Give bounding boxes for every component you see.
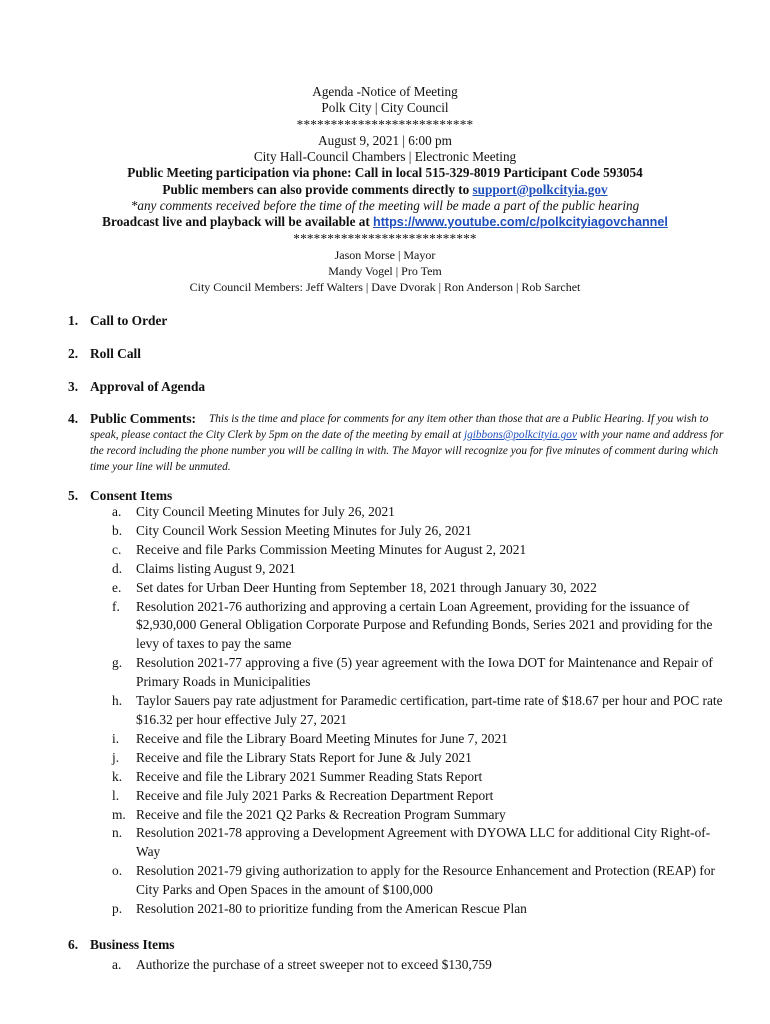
meeting-location: City Hall-Council Chambers | Electronic Meeting xyxy=(253,149,517,165)
business-items-list xyxy=(112,956,732,975)
item-letter: k. xyxy=(112,768,123,784)
item-text: Claims listing August 9, 2021 xyxy=(136,560,296,576)
agenda-item xyxy=(112,730,732,749)
item-text: Resolution 2021-76 authorizing and approving a certain Loan Agreement, providing for the issuance of $2,930,000 General Obligation Corporate Purpose and Refunding Bonds, Series 2021 and providing for the levy of taxes to pay the same xyxy=(136,598,713,652)
section-title: Call to Order xyxy=(90,313,168,328)
item-letter: f. xyxy=(112,598,120,614)
section-call-to-order xyxy=(68,313,728,329)
agenda-item xyxy=(112,787,732,806)
section-number: 2. xyxy=(68,346,79,361)
support-email-link[interactable]: support@polkcityia.gov xyxy=(472,181,608,197)
broadcast-line xyxy=(0,214,770,230)
agenda-item xyxy=(112,824,732,862)
section-title: Consent Items xyxy=(90,488,173,503)
star-divider-bottom: *************************** xyxy=(293,230,477,246)
agenda-item xyxy=(112,956,732,975)
item-letter: d. xyxy=(112,560,123,576)
agenda-title: Agenda -Notice of Meeting xyxy=(312,84,458,99)
public-comments-text xyxy=(90,411,730,475)
section-approval-of-agenda xyxy=(68,379,728,395)
item-letter: e. xyxy=(112,579,122,595)
item-letter: a. xyxy=(112,957,122,972)
agenda-item xyxy=(112,806,732,825)
item-text: Resolution 2021-77 approving a five (5) year agreement with the Iowa DOT for Maintenance and Repair of Primary Roads in Municipalities xyxy=(136,655,713,690)
section-business-items xyxy=(68,937,728,953)
agenda-item xyxy=(112,503,732,522)
agenda-header xyxy=(0,84,770,295)
agenda-item xyxy=(112,654,732,692)
agenda-item xyxy=(112,560,732,579)
item-text: Authorize the purchase of a street sweeper not to exceed $130,759 xyxy=(136,957,492,972)
section-roll-call xyxy=(68,346,728,362)
item-letter: o. xyxy=(112,863,123,879)
item-text: Resolution 2021-79 giving authorization to apply for the Resource Enhancement and Protection (REAP) for City Parks and Open Spaces in the amount of $100,000 xyxy=(136,863,716,898)
clerk-email-link[interactable]: jgibbons@polkcityia.gov xyxy=(463,429,577,441)
item-text: Set dates for Urban Deer Hunting from September 18, 2021 through January 30, 2022 xyxy=(136,579,597,595)
item-text: City Council Meeting Minutes for July 26, 2021 xyxy=(136,504,395,519)
item-letter: c. xyxy=(112,541,122,557)
item-text: Resolution 2021-80 to prioritize funding from the American Rescue Plan xyxy=(136,901,527,917)
agenda-item xyxy=(112,522,732,541)
item-text: Receive and file the Library Board Meeting Minutes for June 7, 2021 xyxy=(136,730,508,746)
phone-participation: Public Meeting participation via phone: Call in local 515-329-8019 Participant Code 593054 xyxy=(127,165,643,181)
star-divider-top: ************************** xyxy=(296,116,474,132)
broadcast-prefix: Broadcast live and playback will be available at xyxy=(102,214,374,230)
item-letter: b. xyxy=(112,522,123,538)
mayor-line: Jason Morse | Mayor xyxy=(334,247,436,262)
section-title: Business Items xyxy=(90,937,175,952)
section-number: 6. xyxy=(68,937,79,952)
item-letter: i. xyxy=(112,730,120,746)
section-consent-items xyxy=(68,488,728,504)
section-number: 4. xyxy=(68,411,79,426)
item-letter: j. xyxy=(112,749,120,765)
item-letter: g. xyxy=(112,655,123,671)
meeting-datetime: August 9, 2021 | 6:00 pm xyxy=(318,132,452,148)
item-text: Receive and file July 2021 Parks & Recreation Department Report xyxy=(136,787,494,803)
item-letter: p. xyxy=(112,901,123,917)
consent-items-list xyxy=(112,503,732,919)
item-letter: h. xyxy=(112,693,123,709)
section-number: 5. xyxy=(68,488,79,503)
comments-line xyxy=(0,182,770,198)
item-letter: n. xyxy=(112,825,123,841)
item-text: Taylor Sauers pay rate adjustment for Paramedic certification, part-time rate of $18.67 per hour and POC rate $16.32 per hour effective July 27, 2021 xyxy=(136,693,723,727)
item-text: Resolution 2021-78 approving a Development Agreement with DYOWA LLC for additional City Right-of-Way xyxy=(136,825,711,860)
agenda-item xyxy=(112,598,732,655)
youtube-channel-link[interactable]: https://www.youtube.com/c/polkcityiagovchannel xyxy=(373,215,668,230)
item-letter: l. xyxy=(112,787,120,803)
item-text: Receive and file Parks Commission Meeting Minutes for August 2, 2021 xyxy=(136,541,527,557)
comments-prefix: Public members can also provide comments directly to xyxy=(162,181,473,197)
item-letter: a. xyxy=(112,504,122,519)
item-text: Receive and file the Library 2021 Summer Reading Stats Report xyxy=(136,768,483,784)
section-number: 1. xyxy=(68,313,79,328)
item-text: Receive and file the Library Stats Report for June & July 2021 xyxy=(136,749,472,765)
agenda-item xyxy=(112,541,732,560)
section-title: Public Comments: xyxy=(90,411,197,426)
item-letter: m. xyxy=(112,806,126,822)
comments-note: *any comments received before the time of the meeting will be made a part of the public hearing xyxy=(130,198,640,214)
agenda-item xyxy=(112,862,732,900)
section-number: 3. xyxy=(68,379,79,394)
council-members-line: City Council Members: Jeff Walters | Dave Dvorak | Ron Anderson | Rob Sarchet xyxy=(189,279,581,294)
agenda-item xyxy=(112,768,732,787)
section-title: Approval of Agenda xyxy=(90,379,206,394)
pro-tem-line: Mandy Vogel | Pro Tem xyxy=(328,263,442,278)
section-title: Roll Call xyxy=(90,346,141,361)
item-text: Receive and file the 2021 Q2 Parks & Recreation Program Summary xyxy=(136,806,506,822)
agenda-item xyxy=(112,749,732,768)
governing-body: Polk City | City Council xyxy=(321,100,449,116)
agenda-item xyxy=(112,900,732,919)
agenda-item xyxy=(112,692,732,730)
agenda-item xyxy=(112,579,732,598)
public-comments-text-a: This is the time and place for comments for any item other than those that are a Public Hearing. If you wish to speak, please contact the City Clerk by 5pm on the date of the meeting by email at xyxy=(90,413,709,441)
public-comments-text-b: with your name and address for the record including the phone number you will be calling in with. The Mayor will recognize you for five minutes of comment during which time your line will be unmuted. xyxy=(90,429,724,473)
item-text: City Council Work Session Meeting Minutes for July 26, 2021 xyxy=(136,522,472,538)
